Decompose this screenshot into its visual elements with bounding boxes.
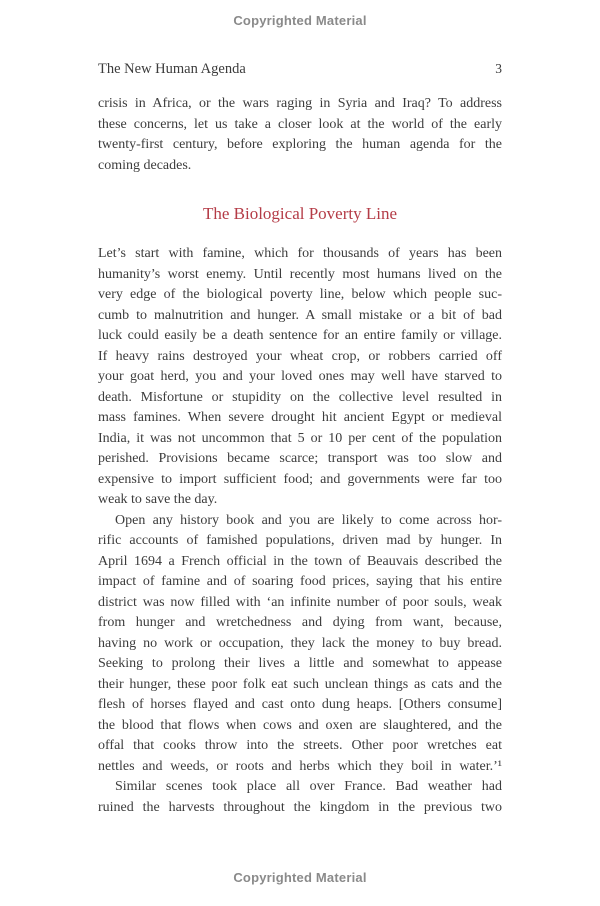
text-line: mass famines. When severe drought hit ancient Egypt or medieval	[98, 410, 502, 425]
text-line: ruined the harvests throughout the kingdom in the previous two	[98, 799, 502, 815]
copyright-notice-bottom: Copyrighted Material	[233, 870, 367, 885]
text-line: death. Misfortune or stupidity on the collective level resulted in	[98, 389, 502, 405]
copyright-notice-top: Copyrighted Material	[233, 13, 367, 28]
running-header	[98, 61, 502, 78]
text-line: impact of famine and of soaring food prices, saying that his entire	[98, 574, 502, 589]
text-line: these concerns, let us take a closer look at the world of the early	[98, 116, 502, 132]
text-line: weak to save the day.	[98, 492, 218, 507]
page-number: 3	[495, 61, 502, 76]
text-line: expensive to import sufficient food; and governments were far too	[98, 471, 502, 487]
text-line: coming decades.	[98, 157, 192, 173]
chapter-title: The New Human Agenda	[98, 61, 246, 77]
text-line: perished. Provisions became scarce; transport was too slow and	[98, 451, 502, 466]
text-line: the blood that flows when cows and oxen are slaughtered, and the	[98, 717, 502, 733]
paragraph	[98, 244, 502, 511]
text-line: rific accounts of famished populations, driven mad by hunger. In	[98, 533, 502, 548]
text-line: very edge of the biological poverty line, below which people suc-	[98, 287, 502, 302]
text-line: cumb to malnutrition and hunger. A small mistake or a bit of bad	[98, 307, 502, 323]
text-line: from hunger and wretchedness and dying from want, because,	[98, 615, 502, 630]
text-line: Open any history book and you are likely to come across hor-	[115, 512, 502, 528]
text-line: Seeking to prolong their lives a little and somewhat to appease	[98, 656, 502, 671]
section-heading: The Biological Poverty Line	[202, 204, 398, 223]
text-line: having no work or occupation, they lack the money to buy bread.	[98, 635, 502, 651]
text-line: nettles and weeds, or roots and herbs which they boil in water.’¹	[98, 758, 502, 774]
text-line: flesh of horses flayed and cast onto dung heaps. [Others consume]	[98, 697, 502, 712]
text-line: your goat herd, you and your loved ones may well have starved to	[98, 369, 502, 384]
text-line: crisis in Africa, or the wars raging in Syria and Iraq? To address	[98, 96, 502, 111]
text-line: twenty-first century, before exploring the human agenda for the	[98, 137, 502, 152]
text-line: offal that cooks throw into the streets. Other poor wretches eat	[98, 738, 502, 753]
text-line: Let’s start with famine, which for thousands of years has been	[98, 246, 502, 261]
paragraph	[98, 511, 502, 778]
text-line: luck could easily be a death sentence for an entire family or village.	[98, 328, 502, 343]
text-line: district was now filled with ‘an infinite number of poor souls, weak	[98, 594, 502, 610]
paragraph	[98, 94, 502, 176]
text-line: If heavy rains destroyed your wheat crop, or robbers carried off	[98, 348, 502, 364]
paragraph	[98, 777, 502, 818]
text-line: India, it was not uncommon that 5 or 10 per cent of the population	[98, 430, 502, 446]
text-column	[98, 94, 502, 818]
text-line: their hunger, these poor folk eat such unclean things as cats and the	[98, 676, 502, 692]
text-line: humanity’s worst enemy. Until recently most humans lived on the	[98, 266, 502, 282]
text-line: Similar scenes took place all over France. Bad weather had	[115, 779, 502, 794]
text-line: April 1694 a French official in the town of Beauvais described the	[98, 553, 502, 569]
